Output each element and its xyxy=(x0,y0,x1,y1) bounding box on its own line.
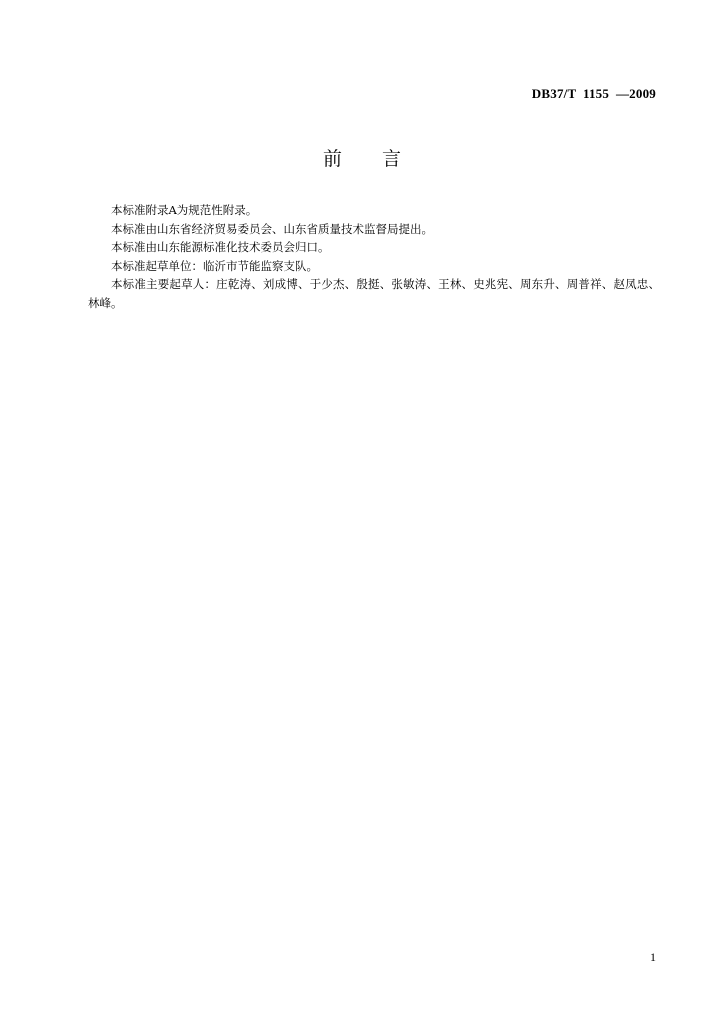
paragraph-proposer: 本标准由山东省经济贸易委员会、山东省质量技术监督局提出。 xyxy=(111,221,433,236)
page-number: 1 xyxy=(650,950,656,964)
standard-code: DB37/T 1155 —2009 xyxy=(531,86,656,101)
paragraph-appendix: 本标准附录A为规范性附录。 xyxy=(111,203,258,217)
page-title-char-1: 前 xyxy=(322,148,342,170)
paragraph-drafting-unit: 本标准起草单位：临沂市节能监察支队。 xyxy=(111,258,318,273)
paragraph-drafters: 本标准主要起草人：庄乾涛、刘成博、于少杰、殷挺、张敏涛、王林、史兆宪、周东升、周普祥、赵凤忠、林峰。 xyxy=(88,277,660,310)
paragraph-administrator: 本标准由山东能源标准化技术委员会归口。 xyxy=(111,240,330,254)
foreword-body xyxy=(88,201,660,312)
page-title xyxy=(0,144,724,171)
page-title-char-2: 言 xyxy=(382,148,402,170)
